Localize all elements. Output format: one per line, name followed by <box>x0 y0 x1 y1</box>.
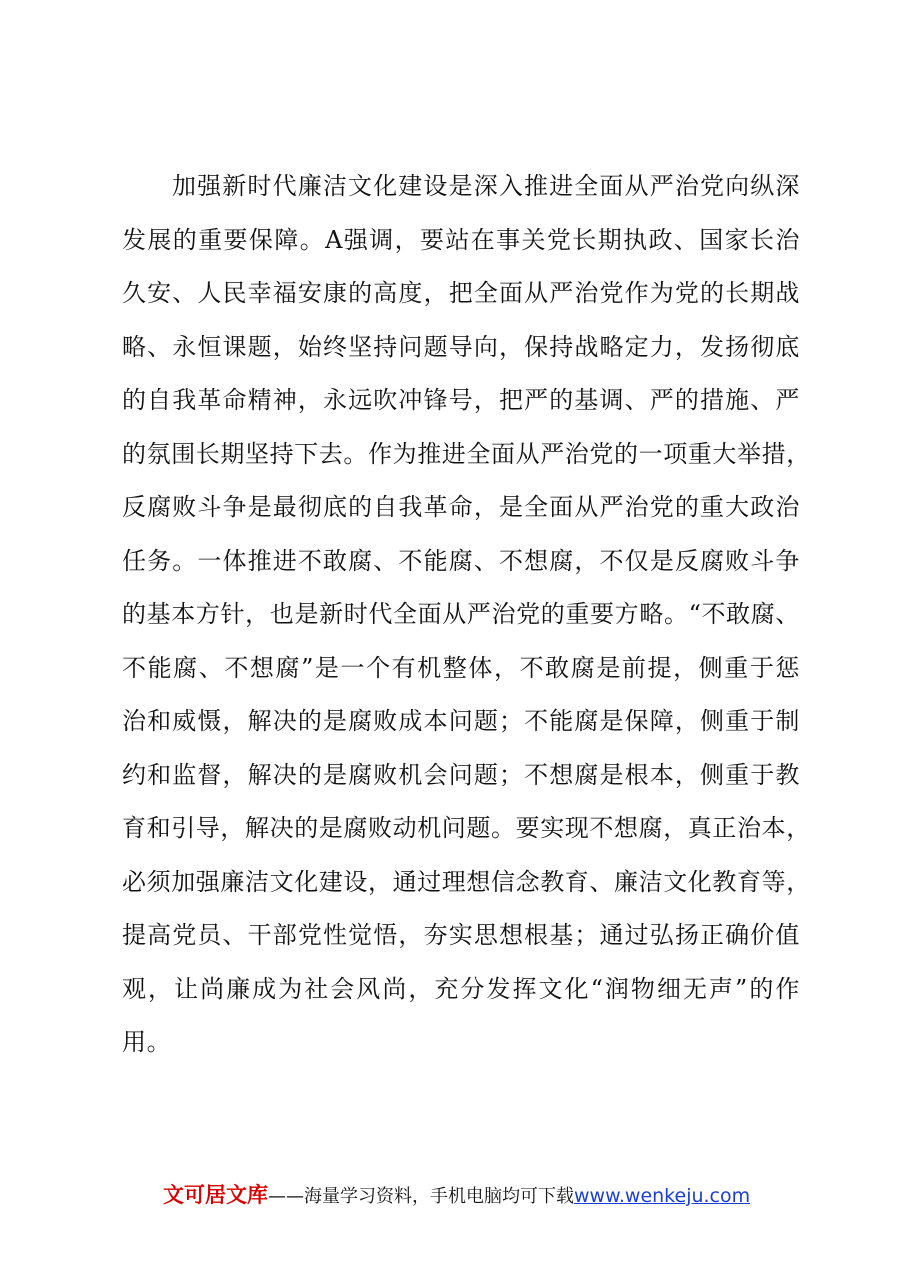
paragraph-line: 加强新时代廉洁文化建设是深入推进全面从严治党向纵深 <box>172 172 800 200</box>
paragraph-line: 必须加强廉洁文化建设，通过理想信念教育、廉洁文化教育等， <box>122 867 811 896</box>
footer-brand: 文可居文库 <box>163 1183 268 1207</box>
body-paragraph <box>122 160 811 1070</box>
paragraph-line: 久安、人民幸福安康的高度，把全面从严治党作为党的长期战 <box>122 279 800 307</box>
paragraph-line: 反腐败斗争是最彻底的自我革命，是全面从严治党的重大政治 <box>122 493 800 521</box>
paragraph-line: 略、永恒课题，始终坚持问题导向，保持战略定力，发扬彻底 <box>122 332 800 361</box>
footer-tagline: ——海量学习资料，手机电脑均可下载 <box>268 1186 574 1207</box>
paragraph-line: 不能腐、不想腐”是一个有机整体，不敢腐是前提，侧重于惩 <box>122 653 800 682</box>
paragraph-line: 约和监督，解决的是腐败机会问题；不想腐是根本，侧重于教 <box>122 760 800 789</box>
paragraph-line: 观，让尚廉成为社会风尚，充分发挥文化“润物细无声”的作 <box>122 974 800 1003</box>
paragraph-line: 提高党员、干部党性觉悟，夯实思想根基；通过弘扬正确价值 <box>122 921 800 949</box>
paragraph-line: 任务。一体推进不敢腐、不能腐、不想腐，不仅是反腐败斗争 <box>122 546 800 575</box>
paragraph-line: 的氛围长期坚持下去。作为推进全面从严治党的一项重大举措， <box>122 439 811 468</box>
paragraph-line: 育和引导，解决的是腐败动机问题。要实现不想腐，真正治本， <box>122 814 811 842</box>
paragraph-line: 发展的重要保障。A强调，要站在事关党长期执政、国家长治 <box>122 225 800 254</box>
paragraph-line: 用。 <box>122 1028 172 1056</box>
paragraph-line: 的基本方针，也是新时代全面从严治党的重要方略。“不敢腐、 <box>122 600 800 628</box>
footer-site-link[interactable]: www.wenkeju.com <box>574 1185 751 1207</box>
paragraph-line: 的自我革命精神，永远吹冲锋号，把严的基调、严的措施、严 <box>122 386 800 414</box>
paragraph-line: 治和威慑，解决的是腐败成本问题；不能腐是保障，侧重于制 <box>122 707 800 735</box>
footer-banner <box>163 1180 803 1210</box>
